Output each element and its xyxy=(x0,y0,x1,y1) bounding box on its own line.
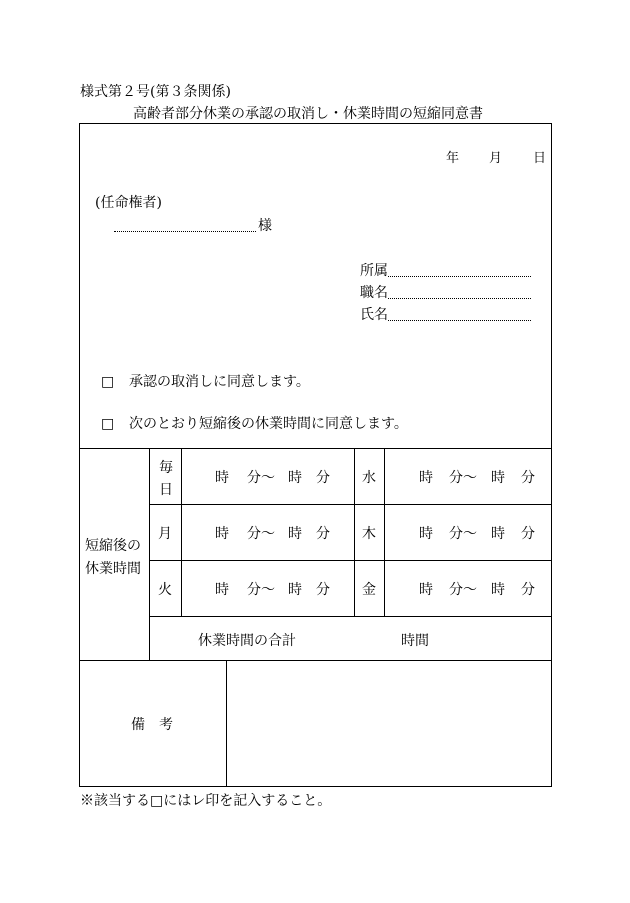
schedule-divider xyxy=(149,560,552,561)
day-label-fri: 金 xyxy=(362,582,376,598)
option-shorten-text: 次のとおり短縮後の休業時間に同意します。 xyxy=(129,416,408,432)
checkbox-shorten[interactable]: □ xyxy=(101,416,115,432)
name-label: 氏名 xyxy=(360,307,388,323)
option-cancel-text: 承認の取消しに同意します。 xyxy=(129,374,310,390)
document-title: 高齢者部分休業の承認の取消し・休業時間の短縮同意書 xyxy=(133,106,483,122)
name-line[interactable] xyxy=(388,320,531,321)
consent-section-frame xyxy=(79,123,552,449)
time-end-min-label: 分 xyxy=(521,526,535,542)
time-end-hour-label: 時 xyxy=(288,582,302,598)
time-end-min-label: 分 xyxy=(316,582,330,598)
time-start-hour-label: 時 xyxy=(419,470,433,486)
appointer-name-line[interactable] xyxy=(114,231,256,232)
time-start-hour-label: 時 xyxy=(215,470,229,486)
day-label-daily: 日 xyxy=(159,482,173,498)
time-end-hour-label: 時 xyxy=(288,526,302,542)
total-unit-label: 時間 xyxy=(401,633,429,649)
time-end-hour-label: 時 xyxy=(491,470,505,486)
time-range-label: 分〜 xyxy=(247,526,275,542)
time-end-hour-label: 時 xyxy=(491,526,505,542)
time-end-hour-label: 時 xyxy=(288,470,302,486)
affiliation-label: 所属 xyxy=(360,263,388,279)
schedule-divider xyxy=(149,616,552,617)
affiliation-line[interactable] xyxy=(388,276,531,277)
time-end-min-label: 分 xyxy=(521,582,535,598)
remarks-input-area[interactable] xyxy=(227,661,551,786)
time-end-hour-label: 時 xyxy=(491,582,505,598)
schedule-divider xyxy=(384,448,385,616)
position-line[interactable] xyxy=(388,298,531,299)
day-label-daily: 毎 xyxy=(159,460,173,476)
day-label-thu: 木 xyxy=(362,526,376,542)
day-label-wed: 水 xyxy=(362,470,376,486)
time-start-hour-label: 時 xyxy=(419,582,433,598)
schedule-divider xyxy=(149,504,552,505)
date-day-label: 日 xyxy=(533,151,547,166)
schedule-divider xyxy=(149,448,150,660)
date-month-label: 月 xyxy=(489,151,503,166)
remarks-label: 備 考 xyxy=(131,717,173,733)
time-start-hour-label: 時 xyxy=(215,526,229,542)
time-range-label: 分〜 xyxy=(449,582,477,598)
time-end-min-label: 分 xyxy=(316,470,330,486)
schedule-row-header: 短縮後の xyxy=(85,538,141,554)
total-label: 休業時間の合計 xyxy=(198,633,296,649)
day-label-tue: 火 xyxy=(158,582,172,598)
checkbox-cancel[interactable]: □ xyxy=(101,374,115,390)
position-label: 職名 xyxy=(360,285,388,301)
date-year-label: 年 xyxy=(446,151,460,166)
appointer-label: (任命権者) xyxy=(95,195,162,211)
honorific-label: 様 xyxy=(258,218,272,234)
time-start-hour-label: 時 xyxy=(419,526,433,542)
schedule-row-header: 休業時間 xyxy=(85,561,141,577)
schedule-divider xyxy=(181,448,182,616)
time-range-label: 分〜 xyxy=(247,582,275,598)
time-start-hour-label: 時 xyxy=(215,582,229,598)
footnote: ※該当する□にはレ印を記入すること。 xyxy=(80,793,332,809)
form-number-label: 様式第２号(第３条関係) xyxy=(80,84,231,100)
time-end-min-label: 分 xyxy=(521,470,535,486)
time-end-min-label: 分 xyxy=(316,526,330,542)
day-label-mon: 月 xyxy=(158,526,172,542)
schedule-divider xyxy=(354,448,355,616)
time-range-label: 分〜 xyxy=(449,470,477,486)
time-range-label: 分〜 xyxy=(247,470,275,486)
time-range-label: 分〜 xyxy=(449,526,477,542)
